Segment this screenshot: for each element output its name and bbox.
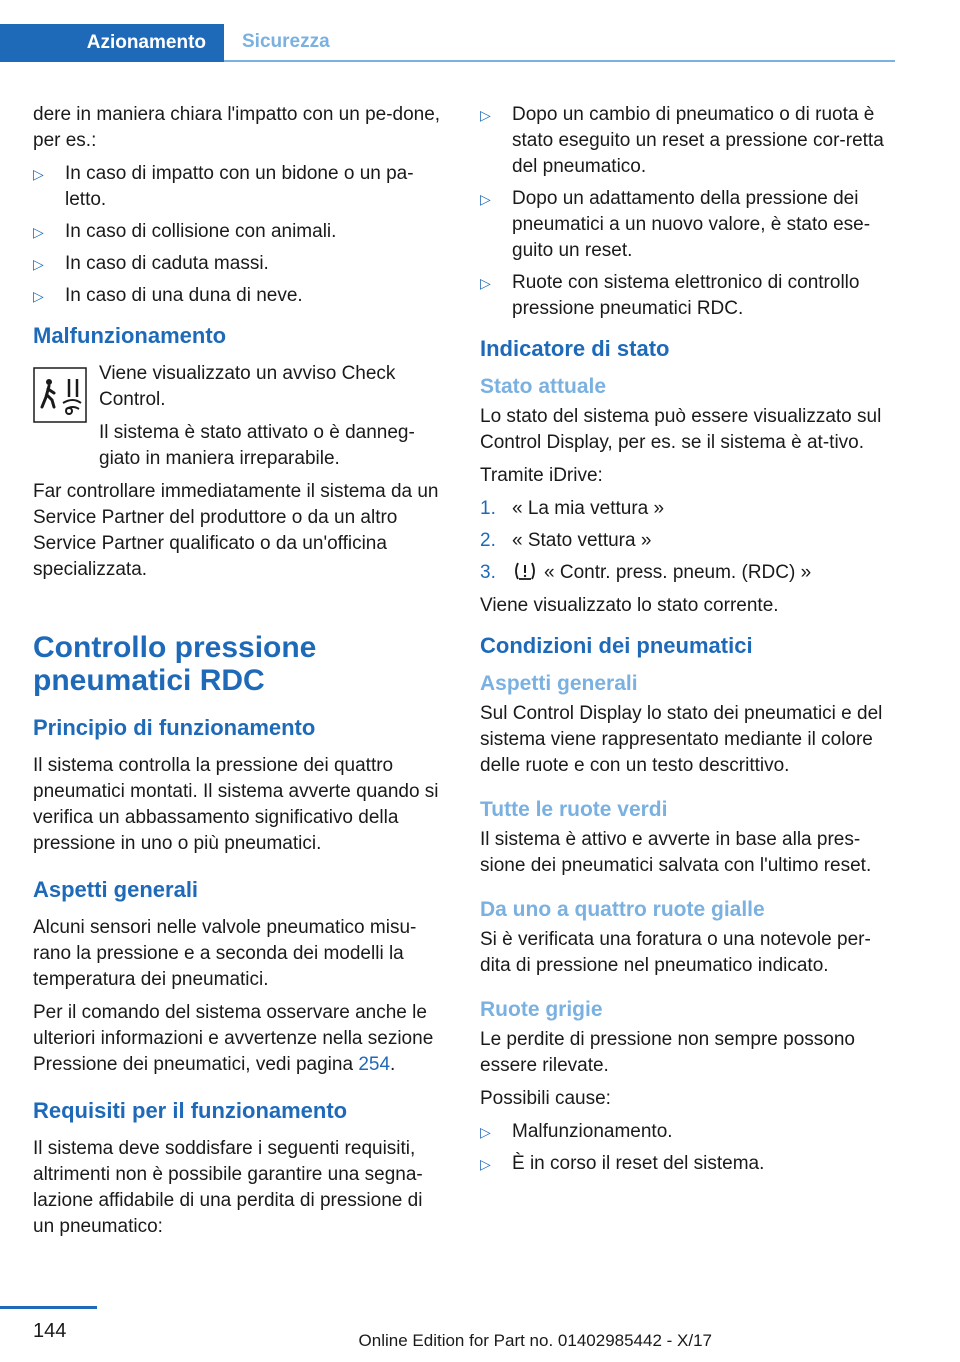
list-item: ▷ È in corso il reset del sistema.	[480, 1151, 895, 1177]
malfunction-heading: Malfunzionamento	[33, 323, 227, 348]
section-title: Controllo pressione pneumatici RDC	[33, 631, 317, 697]
left-column	[33, 102, 448, 1247]
triangle-bullet-icon: ▷	[480, 107, 491, 123]
tire-condition-heading: Condizioni dei pneumatici	[480, 633, 753, 658]
page-number: 144	[33, 1320, 67, 1342]
current-state-heading: Stato attuale	[480, 375, 607, 398]
causes-label: Possibili cause:	[480, 1088, 611, 1109]
requirements-list	[480, 102, 895, 322]
green-wheels-text: Il sistema è attivo e avverte in base alla pres-sione dei pneumatici salvata con l'ultimo reset.	[480, 829, 872, 876]
triangle-bullet-icon: ▷	[480, 1156, 491, 1172]
step-item: 1. « La mia vettura »	[480, 498, 665, 519]
tab-azionamento[interactable]: Azionamento	[0, 24, 224, 62]
principle-heading: Principio di funzionamento	[33, 715, 316, 740]
list-item: ▷ Malfunzionamento.	[480, 1119, 895, 1145]
triangle-bullet-icon: ▷	[480, 191, 491, 207]
chapter-tabs	[0, 24, 895, 62]
intro-text: dere in maniera chiara l'impatto con un pe-done, per es.:	[33, 104, 441, 151]
green-wheels-heading: Tutte le ruote verdi	[480, 798, 668, 821]
yellow-wheels-heading: Da uno a quattro ruote gialle	[480, 898, 765, 921]
step-item: 2. « Stato vettura »	[480, 530, 652, 551]
impact-list	[33, 161, 448, 309]
list-item: ▷ Dopo un adattamento della pressione dei pneumatici a un nuovo valore, è stato ese-guito un reset.	[480, 188, 871, 261]
triangle-bullet-icon: ▷	[33, 288, 44, 304]
general-aspects-heading: Aspetti generali	[480, 672, 638, 695]
malfunction-text-3: Far controllare immediatamente il sistema da un Service Partner del produttore o da un altro Service Partner qualificato o da un'officina specializzata.	[33, 481, 439, 580]
triangle-bullet-icon: ▷	[480, 1124, 491, 1140]
triangle-bullet-icon: ▷	[33, 166, 44, 182]
tire-pressure-icon	[512, 561, 538, 581]
requirements-text: Il sistema deve soddisfare i seguenti requisiti, altrimenti non è possibile garantire una segna-lazione affidabile di una perdita di pressione di un pneumatico:	[33, 1138, 423, 1237]
list-item: ▷ Dopo un cambio di pneumatico o di ruota è stato eseguito un reset a pressione cor-retta del pneumatico.	[480, 104, 884, 177]
list-item: ▷ In caso di caduta massi.	[33, 251, 448, 277]
grey-wheels-heading: Ruote grigie	[480, 998, 603, 1021]
triangle-bullet-icon: ▷	[33, 224, 44, 240]
yellow-wheels-text: Si è verificata una foratura o una notevole per-dita di pressione nel pneumatico indicato.	[480, 929, 871, 976]
step-item: 3. « Contr. press. pneum. (RDC) »	[480, 562, 812, 583]
malfunction-block	[33, 361, 448, 472]
requirements-heading: Requisiti per il funzionamento	[33, 1098, 348, 1123]
current-state-text: Lo stato del sistema può essere visualizzato sul Control Display, per es. se il sistema è at-tivo.	[480, 406, 882, 453]
triangle-bullet-icon: ▷	[480, 275, 491, 291]
page-link[interactable]: 254	[358, 1054, 391, 1075]
list-item: ▷ In caso di una duna di neve.	[33, 283, 448, 309]
general-aspects-text: Sul Control Display lo stato dei pneumatici e del sistema viene rappresentato mediante il colore delle ruote e con un testo descrittivo.	[480, 703, 883, 776]
list-item: ▷ Ruote con sistema elettronico di controllo pressione pneumatici RDC.	[480, 272, 860, 319]
grey-wheels-text: Le perdite di pressione non sempre possono essere rilevate.	[480, 1029, 855, 1076]
list-item: ▷ In caso di collisione con animali.	[33, 219, 448, 245]
general-text-2: Per il comando del sistema osservare anche le ulteriori informazioni e avvertenze nella sezione Pressione dei pneumatici, vedi pagina 254.	[33, 1002, 434, 1075]
footer-accent-line	[0, 1306, 97, 1309]
idrive-label: Tramite iDrive:	[480, 465, 603, 486]
tab-sicurezza[interactable]: Sicurezza	[224, 24, 895, 62]
idrive-steps	[480, 496, 895, 586]
general-heading: Aspetti generali	[33, 877, 199, 902]
principle-text: Il sistema controlla la pressione dei quattro pneumatici montati. Il sistema avverte quando si verifica un abbassamento significativo della pressione in uno o più pneumatici.	[33, 755, 439, 854]
right-column	[480, 102, 895, 1184]
malfunction-text-1: Viene visualizzato un avviso Check Control.	[99, 363, 396, 410]
general-text-1: Alcuni sensori nelle valvole pneumatico misu-rano la pressione e a seconda dei modelli la temperatura dei pneumatici.	[33, 917, 417, 990]
footer-note: Online Edition for Part no. 01402985442 - X/17	[358, 1331, 712, 1350]
status-heading: Indicatore di stato	[480, 336, 670, 361]
causes-list	[480, 1119, 895, 1177]
list-item: ▷ In caso di impatto con un bidone o un pa-letto.	[33, 163, 414, 210]
status-shown-text: Viene visualizzato lo stato corrente.	[480, 595, 779, 616]
triangle-bullet-icon: ▷	[33, 256, 44, 272]
pedestrian-warning-icon	[33, 367, 87, 423]
malfunction-text-2: Il sistema è stato attivato o è danneg-giato in maniera irreparabile.	[99, 422, 415, 469]
